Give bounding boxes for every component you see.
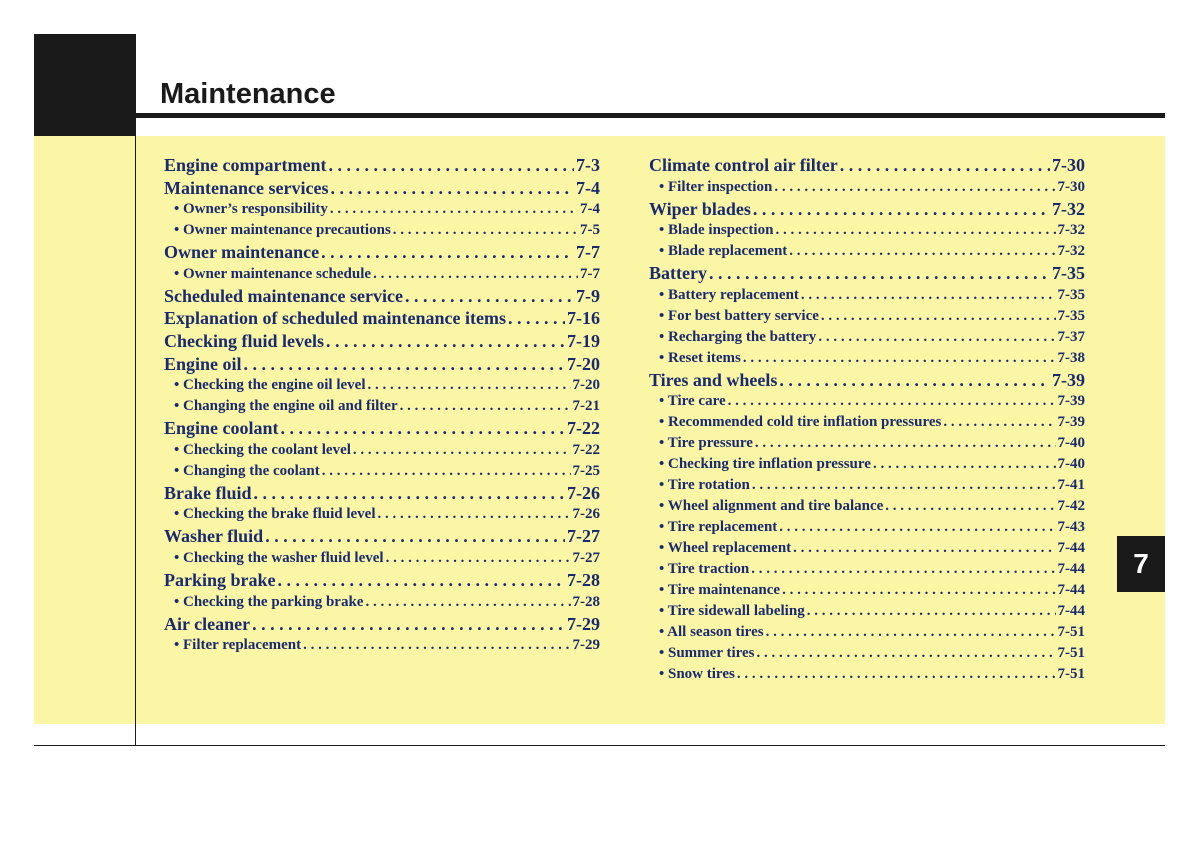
toc-page-number: 7-28	[572, 593, 600, 610]
toc-entry-label: • Reset items	[659, 349, 741, 366]
toc-page-number: 7-39	[1052, 369, 1085, 390]
dot-leader	[793, 538, 1055, 559]
toc-subentry[interactable]	[164, 440, 600, 461]
toc-subentry[interactable]	[164, 375, 600, 396]
toc-subentry[interactable]	[649, 412, 1085, 433]
toc-entry-label: • Owner maintenance schedule	[174, 265, 372, 282]
dot-leader	[737, 664, 1056, 685]
toc-entry-label: • Checking the parking brake	[174, 593, 364, 610]
toc-page-number: 7-4	[580, 201, 600, 218]
dot-leader	[368, 375, 571, 396]
title-divider	[136, 113, 1165, 118]
dot-leader	[330, 199, 578, 220]
toc-entry-label: • Checking the coolant level	[174, 441, 351, 458]
toc-entry[interactable]	[649, 369, 1085, 392]
dot-leader	[254, 482, 565, 505]
dot-leader	[278, 569, 565, 592]
toc-subentry[interactable]	[164, 504, 600, 525]
toc-entry[interactable]	[649, 154, 1085, 177]
toc-page-number: 7-27	[567, 526, 600, 547]
dot-leader	[801, 285, 1056, 306]
toc-page-number: 7-43	[1057, 519, 1085, 536]
toc-subentry[interactable]	[164, 635, 600, 656]
toc-page-number: 7-4	[576, 177, 600, 198]
toc-entry-label: • All season tires	[659, 624, 764, 641]
toc-page-number: 7-30	[1052, 155, 1085, 175]
toc-page-number: 7-44	[1057, 540, 1085, 557]
dot-leader	[743, 348, 1056, 369]
toc-subentry[interactable]	[649, 348, 1085, 369]
toc-subentry[interactable]	[649, 664, 1085, 685]
toc-entry-label: Engine compartment	[164, 155, 327, 175]
dot-leader	[818, 327, 1055, 348]
dot-leader	[244, 353, 565, 376]
toc-entry-label: • For best battery service	[659, 307, 819, 324]
toc-subentry[interactable]	[649, 327, 1085, 348]
toc-page-number: 7-44	[1057, 561, 1085, 578]
toc-page-number: 7-20	[567, 353, 600, 374]
dot-leader	[807, 601, 1056, 622]
toc-page-number: 7-27	[572, 549, 600, 566]
toc-entry-label: • Tire pressure	[659, 435, 753, 452]
toc-entry-label: • Checking tire inflation pressure	[659, 456, 871, 473]
dot-leader	[782, 580, 1055, 601]
toc-page-number: 7-21	[572, 398, 600, 415]
dot-leader	[728, 391, 1056, 412]
dot-leader	[386, 548, 571, 569]
toc-entry-label: • Changing the coolant	[174, 462, 320, 479]
dot-leader	[751, 559, 1055, 580]
dot-leader	[755, 433, 1056, 454]
margin-line	[135, 136, 136, 746]
toc-page-number: 7-29	[572, 637, 600, 654]
dot-leader	[766, 622, 1056, 643]
dot-leader	[265, 525, 565, 548]
toc-page-number: 7-20	[572, 377, 600, 394]
dot-leader	[779, 369, 1050, 392]
dot-leader	[378, 504, 571, 525]
toc-subentry[interactable]	[649, 454, 1085, 475]
toc-page-number: 7-51	[1057, 624, 1085, 641]
dot-leader	[393, 220, 578, 241]
dot-leader	[840, 154, 1050, 177]
toc-entry-label: • Checking the washer fluid level	[174, 549, 384, 566]
toc-entry-label: • Checking the engine oil level	[174, 377, 366, 394]
dot-leader	[789, 241, 1055, 262]
toc-entry-label: • Battery replacement	[659, 286, 799, 303]
toc-page-number: 7-9	[576, 285, 600, 306]
dot-leader	[753, 198, 1050, 221]
toc-subentry[interactable]	[649, 622, 1085, 643]
toc-entry[interactable]	[164, 525, 600, 548]
toc-entry-label: • Summer tires	[659, 645, 755, 662]
dot-leader	[873, 454, 1056, 475]
toc-entry[interactable]	[649, 198, 1085, 221]
toc-entry[interactable]	[164, 569, 600, 592]
toc-page-number: 7-26	[572, 506, 600, 523]
toc-entry-label: Engine coolant	[164, 418, 279, 439]
toc-subentry[interactable]	[649, 601, 1085, 622]
toc-page-number: 7-51	[1057, 666, 1085, 683]
dot-leader	[373, 264, 578, 285]
page-title: Maintenance	[160, 78, 336, 110]
dot-leader	[943, 412, 1055, 433]
toc-entry[interactable]	[164, 417, 600, 440]
toc-page-number: 7-41	[1057, 477, 1085, 494]
toc-entry-label: • Blade replacement	[659, 243, 788, 260]
toc-entry-label: Washer fluid	[164, 526, 264, 547]
toc-page-number: 7-19	[567, 330, 600, 351]
toc-column-left	[164, 154, 600, 656]
toc-entry-label: Owner maintenance	[164, 242, 320, 263]
bottom-divider	[34, 745, 1165, 746]
toc-page-number: 7-40	[1057, 435, 1085, 452]
toc-page-number: 7-5	[580, 222, 600, 239]
toc-entry[interactable]	[164, 482, 600, 505]
toc-subentry[interactable]	[649, 177, 1085, 198]
toc-subentry[interactable]	[164, 396, 600, 417]
toc-entry-label: Tires and wheels	[649, 369, 778, 390]
dot-leader	[752, 475, 1056, 496]
dot-leader	[330, 177, 574, 200]
toc-page-number: 7-29	[567, 613, 600, 634]
toc-entry[interactable]	[164, 353, 600, 376]
toc-subentry[interactable]	[164, 199, 600, 220]
toc-subentry[interactable]	[164, 461, 600, 482]
toc-entry-label: • Blade inspection	[659, 222, 774, 239]
toc-page-number: 7-25	[572, 462, 600, 479]
toc-entry[interactable]	[164, 330, 600, 353]
dot-leader	[321, 241, 574, 264]
toc-subentry[interactable]	[649, 643, 1085, 664]
toc-entry-label: • Wheel replacement	[659, 540, 792, 557]
chapter-tab[interactable]: 7	[1117, 536, 1165, 592]
toc-subentry[interactable]	[164, 548, 600, 569]
dot-leader	[709, 262, 1050, 285]
toc-entry-label: • Recommended cold tire inflation pressures	[659, 414, 942, 431]
toc-page-number: 7-44	[1057, 582, 1085, 599]
dot-leader	[757, 643, 1056, 664]
toc-page-number: 7-42	[1057, 498, 1085, 515]
toc-page-number: 7-16	[567, 308, 600, 329]
toc-page-number: 7-7	[576, 242, 600, 263]
toc-entry-label: • Tire maintenance	[659, 582, 781, 599]
toc-page-number: 7-35	[1057, 286, 1085, 303]
toc-entry-label: • Owner’s responsibility	[174, 201, 328, 218]
toc-entry[interactable]	[164, 241, 600, 264]
toc-page-number: 7-51	[1057, 645, 1085, 662]
dot-leader	[303, 635, 570, 656]
toc-subentry[interactable]	[649, 559, 1085, 580]
toc-subentry[interactable]	[649, 538, 1085, 559]
toc-entry-label: • Recharging the battery	[659, 328, 817, 345]
toc-entry-label: • Owner maintenance precautions	[174, 222, 391, 239]
toc-subentry[interactable]	[649, 285, 1085, 306]
toc-entry-label: Parking brake	[164, 569, 276, 590]
toc-page-number: 7-32	[1057, 243, 1085, 260]
toc-entry-label: Air cleaner	[164, 613, 251, 634]
toc-subentry[interactable]	[649, 306, 1085, 327]
toc-entry-label: Engine oil	[164, 353, 242, 374]
toc-page-number: 7-38	[1057, 349, 1085, 366]
chapter-header-block	[34, 34, 136, 136]
toc-page-number: 7-28	[567, 569, 600, 590]
toc-page-number: 7-32	[1052, 198, 1085, 219]
toc-entry-label: • Tire care	[659, 393, 726, 410]
dot-leader	[365, 592, 570, 613]
toc-page-number: 7-22	[567, 418, 600, 439]
toc-subentry[interactable]	[164, 220, 600, 241]
toc-page-number: 7-39	[1057, 414, 1085, 431]
toc-entry-label: Maintenance services	[164, 177, 329, 198]
toc-subentry[interactable]	[649, 475, 1085, 496]
toc-subentry[interactable]	[649, 391, 1085, 412]
dot-leader	[322, 461, 571, 482]
toc-column-right	[649, 154, 1085, 685]
toc-entry-label: • Snow tires	[659, 666, 735, 683]
toc-entry-label: • Tire sidewall labeling	[659, 603, 805, 620]
toc-page-number: 7-37	[1057, 328, 1085, 345]
toc-entry-label: Scheduled maintenance service	[164, 285, 403, 306]
toc-subentry[interactable]	[164, 592, 600, 613]
toc-entry-label: • Tire rotation	[659, 477, 750, 494]
toc-entry-label: Brake fluid	[164, 482, 252, 503]
dot-leader	[775, 220, 1055, 241]
toc-entry-label: Climate control air filter	[649, 155, 838, 175]
toc-entry[interactable]	[164, 154, 600, 177]
toc-entry-label: • Tire replacement	[659, 519, 778, 536]
toc-entry[interactable]	[164, 613, 600, 636]
toc-page-number: 7-26	[567, 482, 600, 503]
dot-leader	[821, 306, 1056, 327]
toc-subentry[interactable]	[649, 220, 1085, 241]
toc-entry-label: Explanation of scheduled maintenance items	[164, 308, 507, 329]
toc-page-number: 7-22	[572, 441, 600, 458]
toc-entry-label: • Checking the brake fluid level	[174, 506, 376, 523]
toc-page-number: 7-32	[1057, 222, 1085, 239]
dot-leader	[252, 613, 565, 636]
toc-entry-label: • Tire traction	[659, 561, 750, 578]
toc-entry-label: • Filter replacement	[174, 637, 302, 654]
dot-leader	[353, 440, 571, 461]
toc-entry-label: • Changing the engine oil and filter	[174, 398, 398, 415]
toc-page-number: 7-30	[1057, 178, 1085, 195]
toc-page-number: 7-40	[1057, 456, 1085, 473]
toc-page-number: 7-44	[1057, 603, 1085, 620]
dot-leader	[779, 517, 1055, 538]
toc-entry[interactable]	[164, 285, 600, 308]
toc-subentry[interactable]	[164, 264, 600, 285]
toc-page-number: 7-35	[1057, 307, 1085, 324]
toc-entry-label: Battery	[649, 263, 707, 284]
dot-leader	[508, 307, 565, 330]
toc-subentry[interactable]	[649, 433, 1085, 454]
toc-entry[interactable]	[164, 307, 600, 330]
toc-subentry[interactable]	[649, 517, 1085, 538]
dot-leader	[328, 154, 574, 177]
toc-subentry[interactable]	[649, 496, 1085, 517]
toc-entry[interactable]	[164, 177, 600, 200]
toc-page-number: 7-7	[580, 265, 600, 282]
toc-subentry[interactable]	[649, 580, 1085, 601]
toc-entry-label: • Wheel alignment and tire balance	[659, 498, 884, 515]
dot-leader	[774, 177, 1055, 198]
toc-entry[interactable]	[649, 262, 1085, 285]
dot-leader	[405, 285, 574, 308]
toc-page-number: 7-39	[1057, 393, 1085, 410]
dot-leader	[400, 396, 571, 417]
toc-page-number: 7-3	[576, 155, 600, 175]
toc-entry-label: Checking fluid levels	[164, 330, 325, 351]
toc-entry-label: Wiper blades	[649, 198, 751, 219]
dot-leader	[885, 496, 1055, 517]
toc-entry-label: • Filter inspection	[659, 178, 773, 195]
toc-subentry[interactable]	[649, 241, 1085, 262]
toc-page-number: 7-35	[1052, 263, 1085, 284]
dot-leader	[326, 330, 565, 353]
dot-leader	[281, 417, 565, 440]
